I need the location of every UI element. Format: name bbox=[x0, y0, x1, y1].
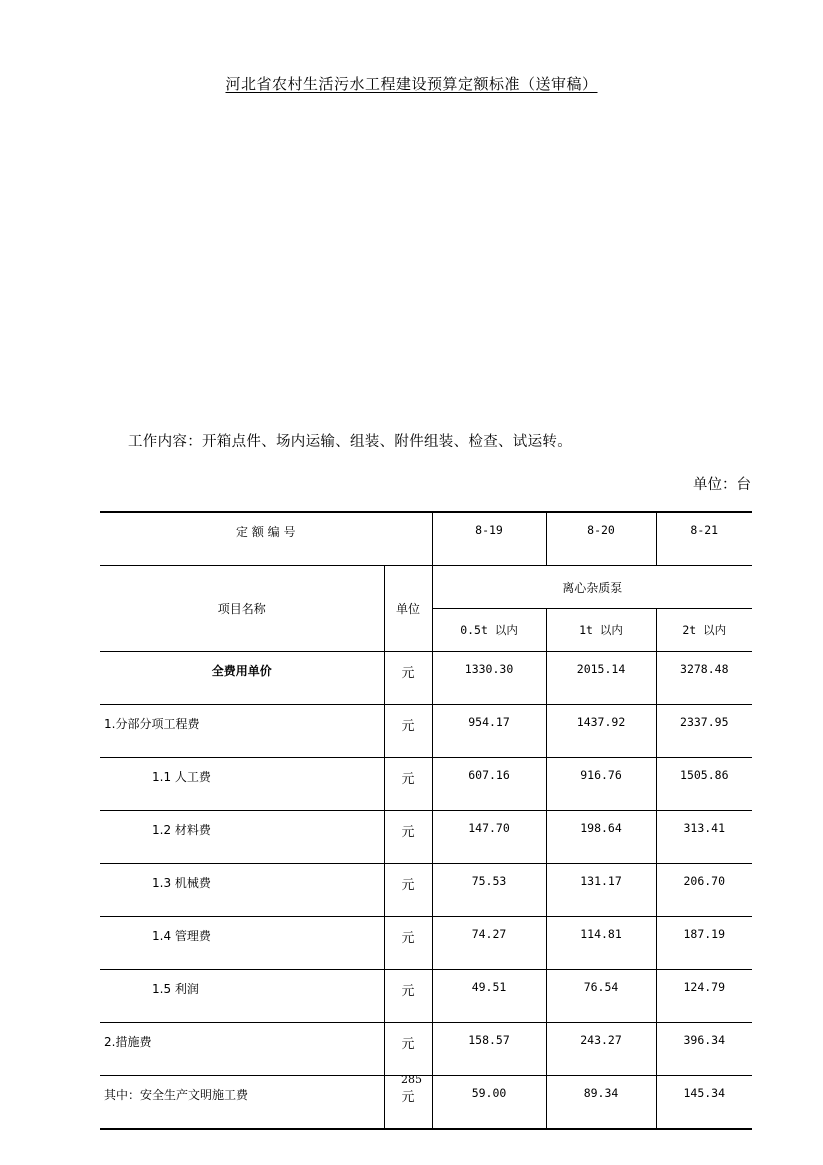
row-unit: 元 bbox=[384, 1023, 432, 1076]
unit-label: 单位：台 bbox=[693, 477, 751, 493]
group-label: 离心杂质泵 bbox=[432, 566, 752, 609]
row-value: 396.34 bbox=[656, 1023, 752, 1076]
quota-no-label: 定 额 编 号 bbox=[100, 512, 432, 566]
row-name: 1.3 机械费 bbox=[100, 864, 384, 917]
header-row-codes bbox=[100, 512, 752, 566]
row-unit: 元 bbox=[384, 917, 432, 970]
work-content: 工作内容：开箱点件、场内运输、组装、附件组装、检查、试运转。 bbox=[128, 434, 572, 450]
table-row bbox=[100, 758, 752, 811]
row-unit: 元 bbox=[384, 652, 432, 705]
row-value: 198.64 bbox=[546, 811, 656, 864]
row-value: 74.27 bbox=[432, 917, 546, 970]
table-row bbox=[100, 811, 752, 864]
header-row-group bbox=[100, 566, 752, 609]
row-name: 1.4 管理费 bbox=[100, 917, 384, 970]
row-name: 其中：安全生产文明施工费 bbox=[100, 1076, 384, 1130]
row-name: 2.措施费 bbox=[100, 1023, 384, 1076]
row-unit: 元 bbox=[384, 1076, 432, 1130]
row-value: 3278.48 bbox=[656, 652, 752, 705]
row-unit: 元 bbox=[384, 758, 432, 811]
row-name: 全费用单价 bbox=[100, 652, 384, 705]
spec-cell: 1t 以内 bbox=[546, 609, 656, 652]
table-row bbox=[100, 864, 752, 917]
table-row bbox=[100, 652, 752, 705]
row-name: 1.2 材料费 bbox=[100, 811, 384, 864]
row-value: 2015.14 bbox=[546, 652, 656, 705]
quota-table bbox=[100, 511, 752, 1130]
row-value: 1437.92 bbox=[546, 705, 656, 758]
row-value: 158.57 bbox=[432, 1023, 546, 1076]
row-value: 114.81 bbox=[546, 917, 656, 970]
row-name: 1.1 人工费 bbox=[100, 758, 384, 811]
row-value: 187.19 bbox=[656, 917, 752, 970]
row-value: 916.76 bbox=[546, 758, 656, 811]
table-row bbox=[100, 970, 752, 1023]
row-value: 1330.30 bbox=[432, 652, 546, 705]
table-row bbox=[100, 917, 752, 970]
row-value: 607.16 bbox=[432, 758, 546, 811]
row-value: 145.34 bbox=[656, 1076, 752, 1130]
row-unit: 元 bbox=[384, 811, 432, 864]
row-unit: 元 bbox=[384, 864, 432, 917]
code-cell: 8-19 bbox=[432, 512, 546, 566]
row-value: 59.00 bbox=[432, 1076, 546, 1130]
document-title: 河北省农村生活污水工程建设预算定额标准（送审稿） bbox=[225, 75, 598, 93]
table-row bbox=[100, 1023, 752, 1076]
row-name: 1.5 利润 bbox=[100, 970, 384, 1023]
code-cell: 8-21 bbox=[656, 512, 752, 566]
row-value: 49.51 bbox=[432, 970, 546, 1023]
page-number: 285 bbox=[401, 1073, 422, 1086]
row-value: 147.70 bbox=[432, 811, 546, 864]
row-value: 1505.86 bbox=[656, 758, 752, 811]
spec-cell: 2t 以内 bbox=[656, 609, 752, 652]
row-value: 131.17 bbox=[546, 864, 656, 917]
row-value: 206.70 bbox=[656, 864, 752, 917]
row-unit: 元 bbox=[384, 705, 432, 758]
row-unit: 元 bbox=[384, 970, 432, 1023]
row-value: 89.34 bbox=[546, 1076, 656, 1130]
row-value: 75.53 bbox=[432, 864, 546, 917]
row-value: 124.79 bbox=[656, 970, 752, 1023]
item-name-label: 项目名称 bbox=[100, 566, 384, 652]
spec-cell: 0.5t 以内 bbox=[432, 609, 546, 652]
row-name: 1.分部分项工程费 bbox=[100, 705, 384, 758]
code-cell: 8-20 bbox=[546, 512, 656, 566]
row-value: 243.27 bbox=[546, 1023, 656, 1076]
row-value: 2337.95 bbox=[656, 705, 752, 758]
table-row bbox=[100, 705, 752, 758]
row-value: 954.17 bbox=[432, 705, 546, 758]
row-value: 313.41 bbox=[656, 811, 752, 864]
row-value: 76.54 bbox=[546, 970, 656, 1023]
unit-header: 单位 bbox=[384, 566, 432, 652]
